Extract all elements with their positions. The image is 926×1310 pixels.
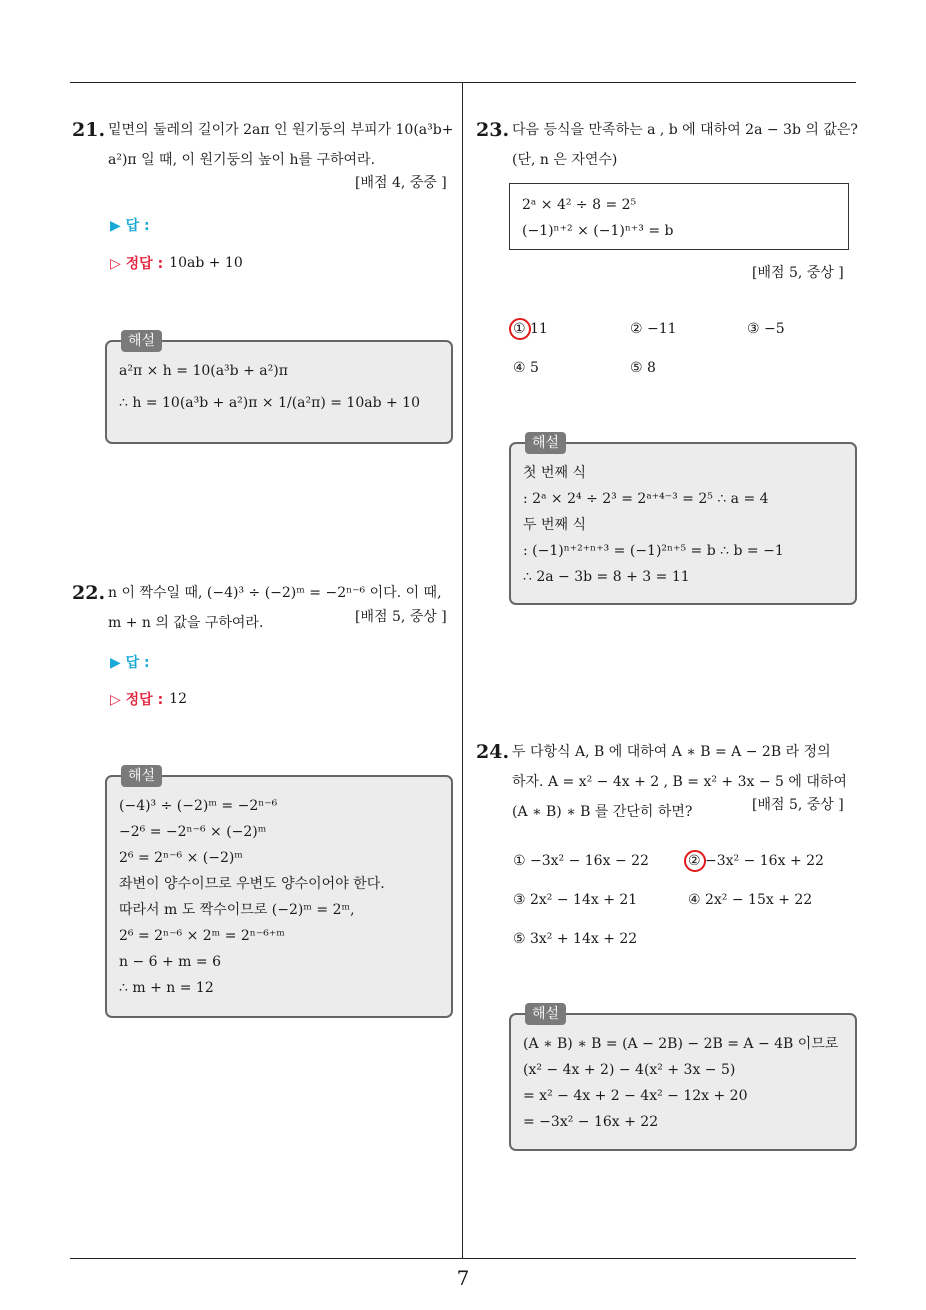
page-number: 7	[456, 1266, 470, 1290]
choice-2[interactable]: ② −11	[630, 321, 677, 337]
solution-tag: 해설	[525, 432, 566, 454]
condition-line: (−1)ⁿ⁺² × (−1)ⁿ⁺³ = b	[522, 223, 674, 239]
correct-value: 12	[169, 691, 187, 707]
answer-row	[110, 215, 150, 235]
question-number: 22.	[72, 582, 106, 604]
solution-line: 2⁶ = 2ⁿ⁻⁶ × (−2)ᵐ	[119, 850, 243, 866]
solution-tag: 해설	[121, 330, 162, 352]
bottom-rule	[70, 1258, 856, 1259]
condition-line: 2ᵃ × 4² ÷ 8 = 2⁵	[522, 197, 637, 213]
solution-line: : (−1)ⁿ⁺²⁺ⁿ⁺³ = (−1)²ⁿ⁺⁵ = b ∴ b = −1	[523, 543, 784, 559]
solution-line: : 2ᵃ × 2⁴ ÷ 2³ = 2ᵃ⁺⁴⁻³ = 2⁵ ∴ a = 4	[523, 491, 769, 507]
choice-1[interactable]: ① −3x² − 16x − 22	[513, 853, 649, 869]
solution-box	[509, 1006, 857, 1151]
question-line: a²)π 일 때, 이 원기둥의 높이 h를 구하여라.	[108, 152, 376, 168]
solution-line: = x² − 4x + 2 − 4x² − 12x + 20	[523, 1088, 748, 1104]
question-line: 하자. A = x² − 4x + 2 , B = x² + 3x − 5 에 대하여	[512, 774, 847, 790]
solution-line: = −3x² − 16x + 22	[523, 1114, 659, 1130]
column-divider	[462, 83, 463, 1258]
correct-answer-row	[110, 253, 243, 273]
solution-line: a²π × h = 10(a³b + a²)π	[119, 363, 288, 379]
solution-line: −2⁶ = −2ⁿ⁻⁶ × (−2)ᵐ	[119, 824, 267, 840]
question-line: (A ∗ B) ∗ B 를 간단히 하면?	[512, 804, 693, 820]
solution-line: 두 번째 식	[523, 517, 586, 533]
choice-5[interactable]: ⑤ 8	[630, 360, 656, 376]
top-rule	[70, 82, 856, 83]
question-number: 23.	[476, 119, 510, 141]
question-number: 24.	[476, 741, 510, 763]
score-meta: [배점 4, 중중 ]	[355, 175, 447, 191]
correct-label: ▷ 정답 :	[110, 256, 164, 272]
choice-2[interactable]: ② −3x² − 16x + 22	[688, 853, 824, 869]
choice-5[interactable]: ⑤ 3x² + 14x + 22	[513, 931, 638, 947]
correct-label: ▷ 정답 :	[110, 692, 164, 708]
answer-label: ▶ 답 :	[110, 218, 150, 234]
solution-line: 첫 번째 식	[523, 465, 586, 481]
choice-4[interactable]: ④ 5	[513, 360, 539, 376]
solution-line: (A ∗ B) ∗ B = (A − 2B) − 2B = A − 4B 이므로	[523, 1036, 839, 1052]
solution-line: 2⁶ = 2ⁿ⁻⁶ × 2ᵐ = 2ⁿ⁻⁶⁺ᵐ	[119, 928, 285, 944]
answer-label: ▶ 답 :	[110, 655, 150, 671]
score-meta: [배점 5, 중상 ]	[752, 265, 844, 281]
question-23	[476, 115, 861, 175]
score-meta: [배점 5, 중상 ]	[355, 609, 447, 625]
question-line: m + n 의 값을 구하여라.	[108, 615, 264, 631]
solution-tag: 해설	[121, 765, 162, 787]
question-number: 21.	[72, 119, 106, 141]
solution-box	[509, 435, 857, 605]
question-line: n 이 짝수일 때, (−4)³ ÷ (−2)ᵐ = −2ⁿ⁻⁶ 이다. 이 때,	[108, 585, 442, 601]
solution-box	[105, 333, 453, 444]
answer-row	[110, 652, 150, 672]
solution-line: ∴ h = 10(a³b + a²)π × 1/(a²π) = 10ab + 10	[119, 395, 420, 411]
solution-line: 따라서 m 도 짝수이므로 (−2)ᵐ = 2ᵐ,	[119, 902, 355, 918]
solution-line: (−4)³ ÷ (−2)ᵐ = −2ⁿ⁻⁶	[119, 798, 278, 814]
correct-answer-row	[110, 689, 187, 709]
question-line: (단, n 은 자연수)	[512, 152, 618, 168]
condition-box	[509, 183, 849, 250]
solution-line: n − 6 + m = 6	[119, 954, 221, 970]
solution-tag: 해설	[525, 1003, 566, 1025]
solution-box	[105, 768, 453, 1018]
question-21	[72, 115, 457, 175]
score-meta: [배점 5, 중상 ]	[752, 797, 844, 813]
solution-line: (x² − 4x + 2) − 4(x² + 3x − 5)	[523, 1062, 736, 1078]
question-line: 다음 등식을 만족하는 a , b 에 대하여 2a − 3b 의 값은?	[512, 122, 858, 138]
solution-line: 좌변이 양수이므로 우변도 양수이어야 한다.	[119, 876, 385, 892]
question-line: 두 다항식 A, B 에 대하여 A ∗ B = A − 2B 라 정의	[512, 744, 831, 760]
correct-value: 10ab + 10	[169, 255, 243, 271]
choice-3[interactable]: ③ −5	[747, 321, 785, 337]
choice-1[interactable]: ① 11	[513, 321, 548, 337]
question-line: 밑면의 둘레의 길이가 2aπ 인 원기둥의 부피가 10(a³b+	[108, 122, 454, 138]
choice-3[interactable]: ③ 2x² − 14x + 21	[513, 892, 638, 908]
choice-4[interactable]: ④ 2x² − 15x + 22	[688, 892, 813, 908]
solution-line: ∴ 2a − 3b = 8 + 3 = 11	[523, 569, 690, 585]
solution-line: ∴ m + n = 12	[119, 980, 214, 996]
